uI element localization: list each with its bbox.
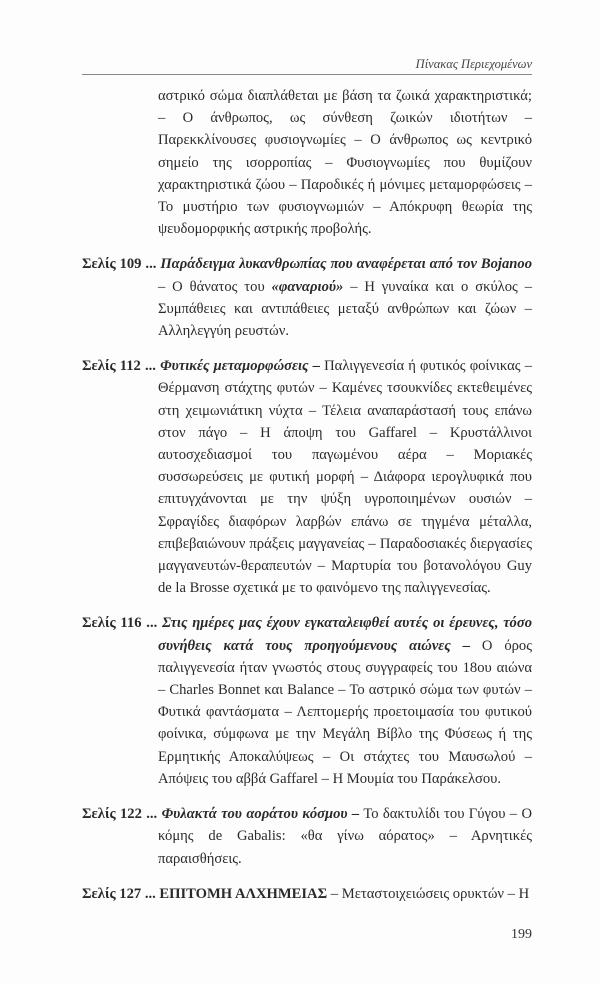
entry-title: Φυτικές μεταμορφώσεις – xyxy=(160,358,320,375)
entry-body: – Θέρμανση στάχτης φυτών – Καμένες τσουκνίδες εκτεθειμένες στη χειμωνιάτικη νύχτα – Τέλεια αναπαράστασή τους επάνω στον πάγο – Η άποψη του Gaffarel – Κρυστάλλινοι αυτοσχεδιασμοί του παγωμένου αέρα – Μοριακές συσσωρεύσεις με φυτική μορφή – Διάφορα ιερογλυφικά που επιτυγχάνονται με την ψύξη υγροποιημένων ουσιών – Σφραγίδες διαφόρων λαρβών επάνω σε τηγμένα μέταλλα, επιβεβαιώνουν πράξεις μαγγανείας – Παραδοσιακές διεργασίες μαγγανευτών-θεραπευτών – Μαρτυρία του βοτανολόγου Guy de la Brosse σχετικά με το φαινόμενο της παλιγγενεσίας. xyxy=(158,358,532,597)
entry-body: κόμης de Gabalis: «θα γίνω αόρατος» – Αρνητικές παραισθήσεις. xyxy=(158,828,532,867)
entry-first-line-text: Παλιγγενεσία ή φυτικός φοίνικας xyxy=(320,358,521,375)
toc-entry-127 xyxy=(82,883,532,905)
page-number: 199 xyxy=(511,926,532,942)
toc-entry-109 xyxy=(82,253,532,342)
toc-entry-112 xyxy=(82,355,532,599)
entry-first-line-text: – Μεταστοιχειώσεις ορυκτών – Η xyxy=(327,885,530,902)
page-label: Σελίς 127 ... xyxy=(82,885,156,902)
entry-text-lead: – Ο θάνατος του xyxy=(158,278,272,295)
entry-text: – Η γυναίκα και ο σκύλος – Συμπάθειες και αντιπάθειες μεταξύ ανθρώπων και ζώων – Αλληλεγγύη ρευστών. xyxy=(158,278,532,340)
entry-inline-bold: «φαναριού» xyxy=(271,278,344,295)
continuation-text: αστρικό σώμα διαπλάθεται με βάση τα ζωικά χαρακτηριστικά; – Ο άνθρωπος, ως σύνθεση ζωικών ιδιοτήτων – Παρεκκλίνουσες φυσιογνωμίες – Ο άνθρωπος ως κεντρικό σημείο της ισορροπίας – Φυσιογνωμίες που θυμίζουν χαρακτηριστικά ζώου – Παροδικές ή μόνιμες μεταμορφώσεις – Το μυστήριο των φυσιογνωμιών – Απόκρυφη θεωρία της ψευδομορφικής αστρικής προβολής. xyxy=(158,88,532,238)
toc-entry-116 xyxy=(82,612,532,790)
entry-title: Παράδειγμα λυκανθρωπίας που αναφέρεται από τον Bojanoo xyxy=(160,256,532,273)
entry-title-cont: συνήθεις κατά τους προηγούμενους αιώνες – xyxy=(158,637,470,654)
page-label: Σελίς 122 ... xyxy=(82,806,158,823)
entry-title: Φυλακτά του αοράτου κόσμου – xyxy=(161,806,360,823)
entry-text: Ο όρος παλιγγενεσία ήταν γνωστός στους συγγραφείς του 18ου αιώνα – Charles Bonnet και Balance – Το αστρικό σώμα των φυτών – Φυτικά φαντάσματα – Λεπτομερής προετοιμασία του φυτικού φοίνικα, σύμφωνα με την Μεγάλη Βίβλο της Φύσεως ή της Ερμητικής Αποκαλύψεως – Οι στάχτες του Μαυσωλού – Απόψεις του αββά Gaffarel – Η Μουμία του Παράκελσου. xyxy=(158,637,532,787)
running-head: Πίνακας Περιεχομένων xyxy=(82,56,532,75)
page-label: Σελίς 112 ... xyxy=(82,358,156,375)
entry-title: Στις ημέρες μας έχουν εγκαταλειφθεί αυτές οι έρευνες, τόσο xyxy=(162,615,532,632)
entry-first-line-text: Το δακτυλίδι του Γύγου – Ο xyxy=(359,806,533,823)
page-label: Σελίς 109 ... xyxy=(82,256,157,273)
toc-entry-122 xyxy=(82,803,532,870)
entry-title: ΕΠΙΤΟΜΗ ΑΛΧΗΜΕΙΑΣ xyxy=(159,885,328,902)
page-label: Σελίς 116 ... xyxy=(82,615,158,632)
